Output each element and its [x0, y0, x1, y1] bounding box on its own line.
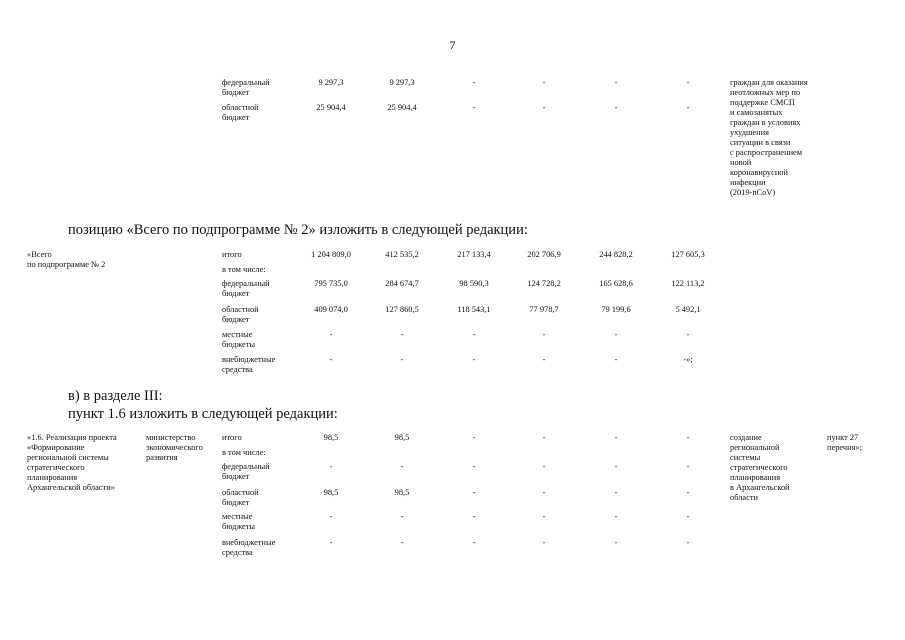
- cell-value: -: [686, 462, 690, 471]
- cell-value: -: [329, 355, 333, 364]
- section-heading: позицию «Всего по подпрограмме № 2» изложить в следующей редакции:: [68, 222, 528, 238]
- cell-value: 795 735,0: [314, 279, 348, 288]
- cell-value: -: [329, 512, 333, 521]
- row-source-label: федеральный бюджет: [222, 462, 270, 481]
- row-source-label: федеральный бюджет: [222, 78, 270, 97]
- cell-value: 284 674,7: [385, 279, 419, 288]
- cell-value: 98,5: [394, 433, 410, 442]
- cell-value: -: [614, 355, 618, 364]
- cell-value: 165 628,6: [599, 279, 633, 288]
- row-source-label: федеральный бюджет: [222, 279, 270, 298]
- cell-value: 1 204 809,0: [311, 250, 351, 259]
- row-source-label: внебюджетные средства: [222, 538, 276, 557]
- cell-value: -: [329, 330, 333, 339]
- row-note: создание региональной системы стратегического планирования в Архангельской области: [730, 433, 790, 502]
- row-source-label: областной бюджет: [222, 488, 259, 507]
- cell-value: -: [472, 103, 476, 112]
- cell-value: -: [400, 462, 404, 471]
- cell-value: 98,5: [394, 488, 410, 497]
- row-executor: министерство экономического развития: [146, 433, 203, 462]
- row-source-label: областной бюджет: [222, 103, 259, 122]
- cell-value: -: [686, 512, 690, 521]
- row-source-label: итого: [222, 433, 242, 442]
- cell-value: -: [472, 433, 476, 442]
- row-source-label: областной бюджет: [222, 305, 259, 324]
- cell-value: -: [686, 78, 690, 87]
- cell-value: 118 543,1: [457, 305, 491, 314]
- section-heading: в) в разделе III:: [68, 388, 163, 404]
- cell-value: 412 535,2: [385, 250, 419, 259]
- cell-value: -: [472, 538, 476, 547]
- cell-value: -: [686, 103, 690, 112]
- cell-value: -: [686, 330, 690, 339]
- cell-value: -: [472, 355, 476, 364]
- row-note: граждан для оказания неотложных мер по поддержке СМСП и самозанятых граждан в условиях ухудшения ситуации в связи с распространением новой коронавирусной инфекции (2019-nCoV): [730, 78, 808, 197]
- cell-value: 122 113,2: [671, 279, 705, 288]
- cell-value: -: [400, 538, 404, 547]
- section-heading: пункт 1.6 изложить в следующей редакции:: [68, 406, 338, 422]
- cell-value: -: [542, 462, 546, 471]
- cell-value: -: [542, 433, 546, 442]
- row-source-label: итого: [222, 250, 242, 259]
- cell-value: -: [686, 488, 690, 497]
- cell-value: -: [542, 78, 546, 87]
- cell-value: 79 199,6: [601, 305, 631, 314]
- cell-value: 5 492,1: [675, 305, 701, 314]
- row-reference: пункт 27 перечня»;: [827, 433, 862, 452]
- cell-value: -: [472, 512, 476, 521]
- cell-value: 217 133,4: [457, 250, 491, 259]
- cell-value: -: [400, 330, 404, 339]
- cell-value: -: [614, 103, 618, 112]
- cell-value: 25 904,4: [316, 103, 346, 112]
- cell-value: -: [329, 538, 333, 547]
- cell-value: -: [686, 538, 690, 547]
- row-source-label: местные бюджеты: [222, 512, 256, 531]
- cell-value: 202 706,9: [527, 250, 561, 259]
- cell-value: -: [472, 488, 476, 497]
- cell-value: -: [614, 462, 618, 471]
- cell-value: -: [542, 488, 546, 497]
- cell-value: -»;: [683, 355, 693, 364]
- cell-value: -: [400, 512, 404, 521]
- row-name: «1.6. Реализация проекта «Формирование региональной системы стратегического планирования Архангельской области»: [27, 433, 117, 492]
- page-number: 7: [449, 38, 456, 52]
- cell-value: 127 860,5: [385, 305, 419, 314]
- cell-value: -: [329, 462, 333, 471]
- cell-value: 9 297,3: [318, 78, 344, 87]
- cell-value: -: [614, 512, 618, 521]
- cell-value: 244 828,2: [599, 250, 633, 259]
- cell-value: -: [542, 330, 546, 339]
- cell-value: -: [614, 330, 618, 339]
- cell-value: -: [542, 355, 546, 364]
- cell-value: 127 605,3: [671, 250, 705, 259]
- cell-value: -: [472, 462, 476, 471]
- cell-value: -: [614, 488, 618, 497]
- cell-value: -: [614, 78, 618, 87]
- cell-value: -: [614, 538, 618, 547]
- cell-value: 9 297,3: [389, 78, 415, 87]
- cell-value: -: [542, 103, 546, 112]
- row-source-label: в том числе:: [222, 265, 266, 274]
- row-source-label: внебюджетные средства: [222, 355, 276, 374]
- cell-value: -: [400, 355, 404, 364]
- cell-value: 98 590,3: [459, 279, 489, 288]
- cell-value: -: [472, 78, 476, 87]
- row-source-label: в том числе:: [222, 448, 266, 457]
- cell-value: 124 728,2: [527, 279, 561, 288]
- cell-value: 98,5: [323, 433, 339, 442]
- cell-value: 98,5: [323, 488, 339, 497]
- cell-value: 25 904,4: [387, 103, 417, 112]
- cell-value: 77 978,7: [529, 305, 559, 314]
- cell-value: -: [614, 433, 618, 442]
- row-name: «Всего по подпрограмме № 2: [27, 250, 106, 269]
- cell-value: -: [472, 330, 476, 339]
- cell-value: 409 074,0: [314, 305, 348, 314]
- cell-value: -: [542, 512, 546, 521]
- cell-value: -: [542, 538, 546, 547]
- row-source-label: местные бюджеты: [222, 330, 256, 349]
- cell-value: -: [686, 433, 690, 442]
